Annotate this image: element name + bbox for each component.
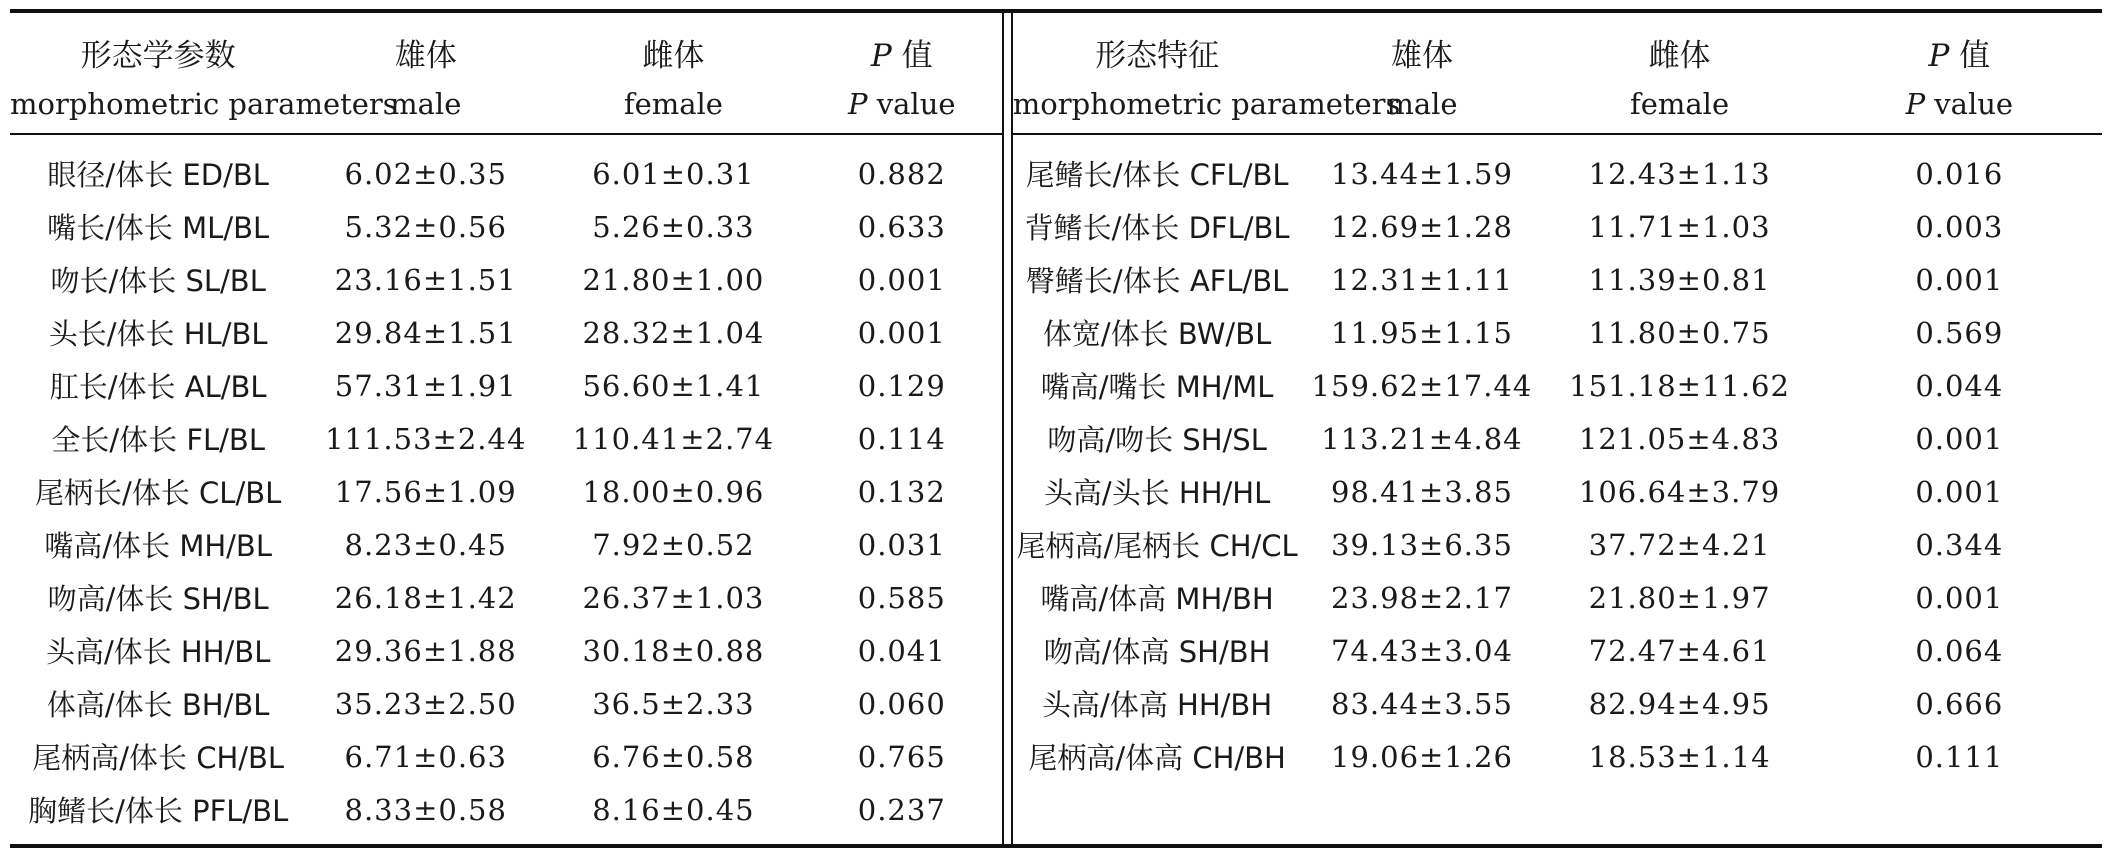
left-p-cell: 0.031 [857,527,946,562]
right-female-cell [1542,783,1816,846]
left-param-cell: 吻长/体长 SL/BL [50,264,266,298]
left-param-cell: 肛长/体长 AL/BL [49,370,267,404]
right-p-header-en: P value [1817,75,2102,134]
right-male-cell: 13.44±1.59 [1331,156,1513,191]
left-male-cell: 111.53±2.44 [325,421,527,456]
right-param-cell [1012,783,1302,846]
right-p-cell: 0.001 [1915,262,2004,297]
right-female-cell: 82.94±4.95 [1588,686,1771,721]
left-p-cell: 0.129 [857,368,946,403]
left-female-cell: 5.26±0.33 [592,209,755,244]
left-param-cell: 嘴长/体长 ML/BL [47,211,270,245]
left-male-cell: 6.02±0.35 [344,156,507,191]
right-param-cell: 头高/头长 HH/HL [1043,476,1271,510]
right-param-cell: 尾柄高/尾柄长 CH/CL [1016,529,1298,563]
right-p-cell: 0.001 [1915,474,2004,509]
left-p-header-en: P value [802,75,1003,134]
left-male-cell: 23.16±1.51 [334,262,517,297]
right-female-cell: 11.71±1.03 [1588,209,1771,244]
right-female-cell: 121.05±4.83 [1578,421,1781,456]
left-male-cell: 17.56±1.09 [334,474,517,509]
right-female-cell: 72.47±4.61 [1588,633,1771,668]
right-p-cell: 0.569 [1915,315,2004,350]
morphometric-table [10,9,2102,848]
left-female-header-en: female [545,75,802,134]
right-p-cell: 0.064 [1915,633,2004,668]
table-row [10,624,2102,677]
table-row [10,253,2102,306]
left-p-cell: 0.060 [857,686,946,721]
left-female-cell: 21.80±1.00 [582,262,765,297]
left-male-cell: 26.18±1.42 [334,580,517,615]
right-param-cell: 头高/体高 HH/BH [1042,688,1273,722]
right-male-header: 雄体 [1390,38,1453,74]
left-p-cell: 0.001 [857,315,946,350]
right-male-cell: 19.06±1.26 [1331,739,1513,774]
right-p-header: P 值 [1928,38,1991,74]
left-param-cell: 吻高/体长 SH/BL [47,582,269,616]
right-male-cell: 83.44±3.55 [1331,686,1513,721]
left-param-header-en: morphometric parameters [10,75,306,134]
left-param-cell: 全长/体长 FL/BL [51,423,265,457]
left-p-cell: 0.633 [857,209,946,244]
left-p-cell: 0.041 [857,633,946,668]
left-male-cell: 57.31±1.91 [334,368,517,403]
right-param-header-en: morphometric parameters [1012,75,1302,134]
right-param-cell: 嘴高/体高 MH/BH [1040,582,1274,616]
right-male-cell: 12.69±1.28 [1331,209,1513,244]
left-female-cell: 110.41±2.74 [572,421,775,456]
left-female-cell: 6.76±0.58 [592,739,755,774]
right-male-cell [1301,783,1542,846]
morphometric-table-wrap [10,0,2102,848]
right-male-cell: 23.98±2.17 [1331,580,1513,615]
right-female-cell: 37.72±4.21 [1588,527,1771,562]
right-param-cell: 吻高/吻长 SH/SL [1047,423,1267,457]
table-row [10,200,2102,253]
header-row-english [10,75,2102,134]
left-female-cell: 6.01±0.31 [592,156,755,191]
right-p-cell: 0.016 [1915,156,2004,191]
left-param-cell: 眼径/体长 ED/BL [47,158,269,192]
right-param-cell: 臀鳍长/体长 AFL/BL [1025,264,1289,298]
left-p-cell: 0.237 [857,792,946,827]
left-female-header: 雌体 [642,38,705,74]
left-p-cell: 0.585 [857,580,946,615]
left-female-cell: 7.92±0.52 [592,527,755,562]
right-male-cell: 11.95±1.15 [1331,315,1513,350]
left-p-cell: 0.132 [857,474,946,509]
right-param-cell: 背鳍长/体长 DFL/BL [1024,211,1290,245]
left-male-cell: 29.84±1.51 [334,315,517,350]
right-p-cell: 0.003 [1915,209,2004,244]
table-row [10,518,2102,571]
left-male-cell: 5.32±0.56 [344,209,507,244]
right-female-cell: 11.80±0.75 [1588,315,1771,350]
right-param-cell: 尾柄高/体高 CH/BH [1028,741,1286,775]
right-female-cell: 12.43±1.13 [1588,156,1771,191]
double-rule-divider [1003,11,1012,846]
left-param-cell: 体高/体长 BH/BL [46,688,270,722]
right-param-cell: 嘴高/嘴长 MH/ML [1040,370,1274,404]
right-p-cell: 0.666 [1915,686,2004,721]
left-male-cell: 29.36±1.88 [334,633,517,668]
right-female-cell: 21.80±1.97 [1588,580,1771,615]
table-row [10,783,2102,846]
right-param-cell: 吻高/体高 SH/BH [1043,635,1271,669]
left-p-cell: 0.882 [857,156,946,191]
right-female-cell: 11.39±0.81 [1588,262,1771,297]
right-male-cell: 39.13±6.35 [1331,527,1513,562]
left-p-cell: 0.001 [857,262,946,297]
left-p-cell: 0.765 [857,739,946,774]
left-p-cell: 0.114 [857,421,946,456]
right-female-cell: 151.18±11.62 [1569,368,1790,403]
right-male-cell: 74.43±3.04 [1331,633,1513,668]
right-male-cell: 12.31±1.11 [1331,262,1513,297]
right-param-cell: 尾鳍长/体长 CFL/BL [1025,158,1289,192]
table-row [10,571,2102,624]
left-female-cell: 18.00±0.96 [582,474,765,509]
left-male-cell: 35.23±2.50 [334,686,517,721]
header-row-chinese [10,11,2102,75]
table-row [10,306,2102,359]
left-female-cell: 26.37±1.03 [582,580,765,615]
left-param-cell: 胸鳍长/体长 PFL/BL [28,794,289,828]
left-param-cell: 头高/体长 HH/BL [45,635,271,669]
right-p-cell: 0.001 [1915,421,2004,456]
left-female-cell: 56.60±1.41 [582,368,765,403]
left-male-cell: 6.71±0.63 [344,739,507,774]
table-row [10,730,2102,783]
left-female-cell: 36.5±2.33 [592,686,755,721]
right-female-header-en: female [1542,75,1816,134]
left-female-cell: 8.16±0.45 [592,792,755,827]
right-female-cell: 106.64±3.79 [1578,474,1781,509]
right-param-header: 形态特征 [1095,38,1220,74]
right-female-header: 雌体 [1648,38,1711,74]
right-p-cell: 0.344 [1915,527,2004,562]
table-row [10,134,2102,200]
left-female-cell: 28.32±1.04 [582,315,765,350]
left-param-cell: 嘴高/体长 MH/BL [44,529,272,563]
left-param-cell: 尾柄长/体长 CL/BL [35,476,282,510]
right-p-cell: 0.001 [1915,580,2004,615]
left-female-cell: 30.18±0.88 [582,633,765,668]
table-row [10,412,2102,465]
left-param-cell: 尾柄高/体长 CH/BL [32,741,285,775]
table-row [10,465,2102,518]
right-male-cell: 98.41±3.85 [1331,474,1513,509]
table-row [10,359,2102,412]
right-male-cell: 159.62±17.44 [1311,368,1533,403]
left-male-cell: 8.23±0.45 [344,527,507,562]
right-param-cell: 体宽/体长 BW/BL [1042,317,1272,351]
left-male-header: 雄体 [394,38,457,74]
left-param-cell: 头长/体长 HL/BL [48,317,268,351]
left-male-cell: 8.33±0.58 [344,792,507,827]
right-p-cell [1817,783,2102,846]
left-p-header: P 值 [870,38,933,74]
left-male-header-en: male [306,75,545,134]
right-female-cell: 18.53±1.14 [1588,739,1771,774]
right-p-cell: 0.111 [1915,739,2004,774]
left-param-header: 形态学参数 [80,38,236,74]
right-male-cell: 113.21±4.84 [1321,421,1523,456]
right-male-header-en: male [1301,75,1542,134]
table-row [10,677,2102,730]
right-p-cell: 0.044 [1915,368,2004,403]
